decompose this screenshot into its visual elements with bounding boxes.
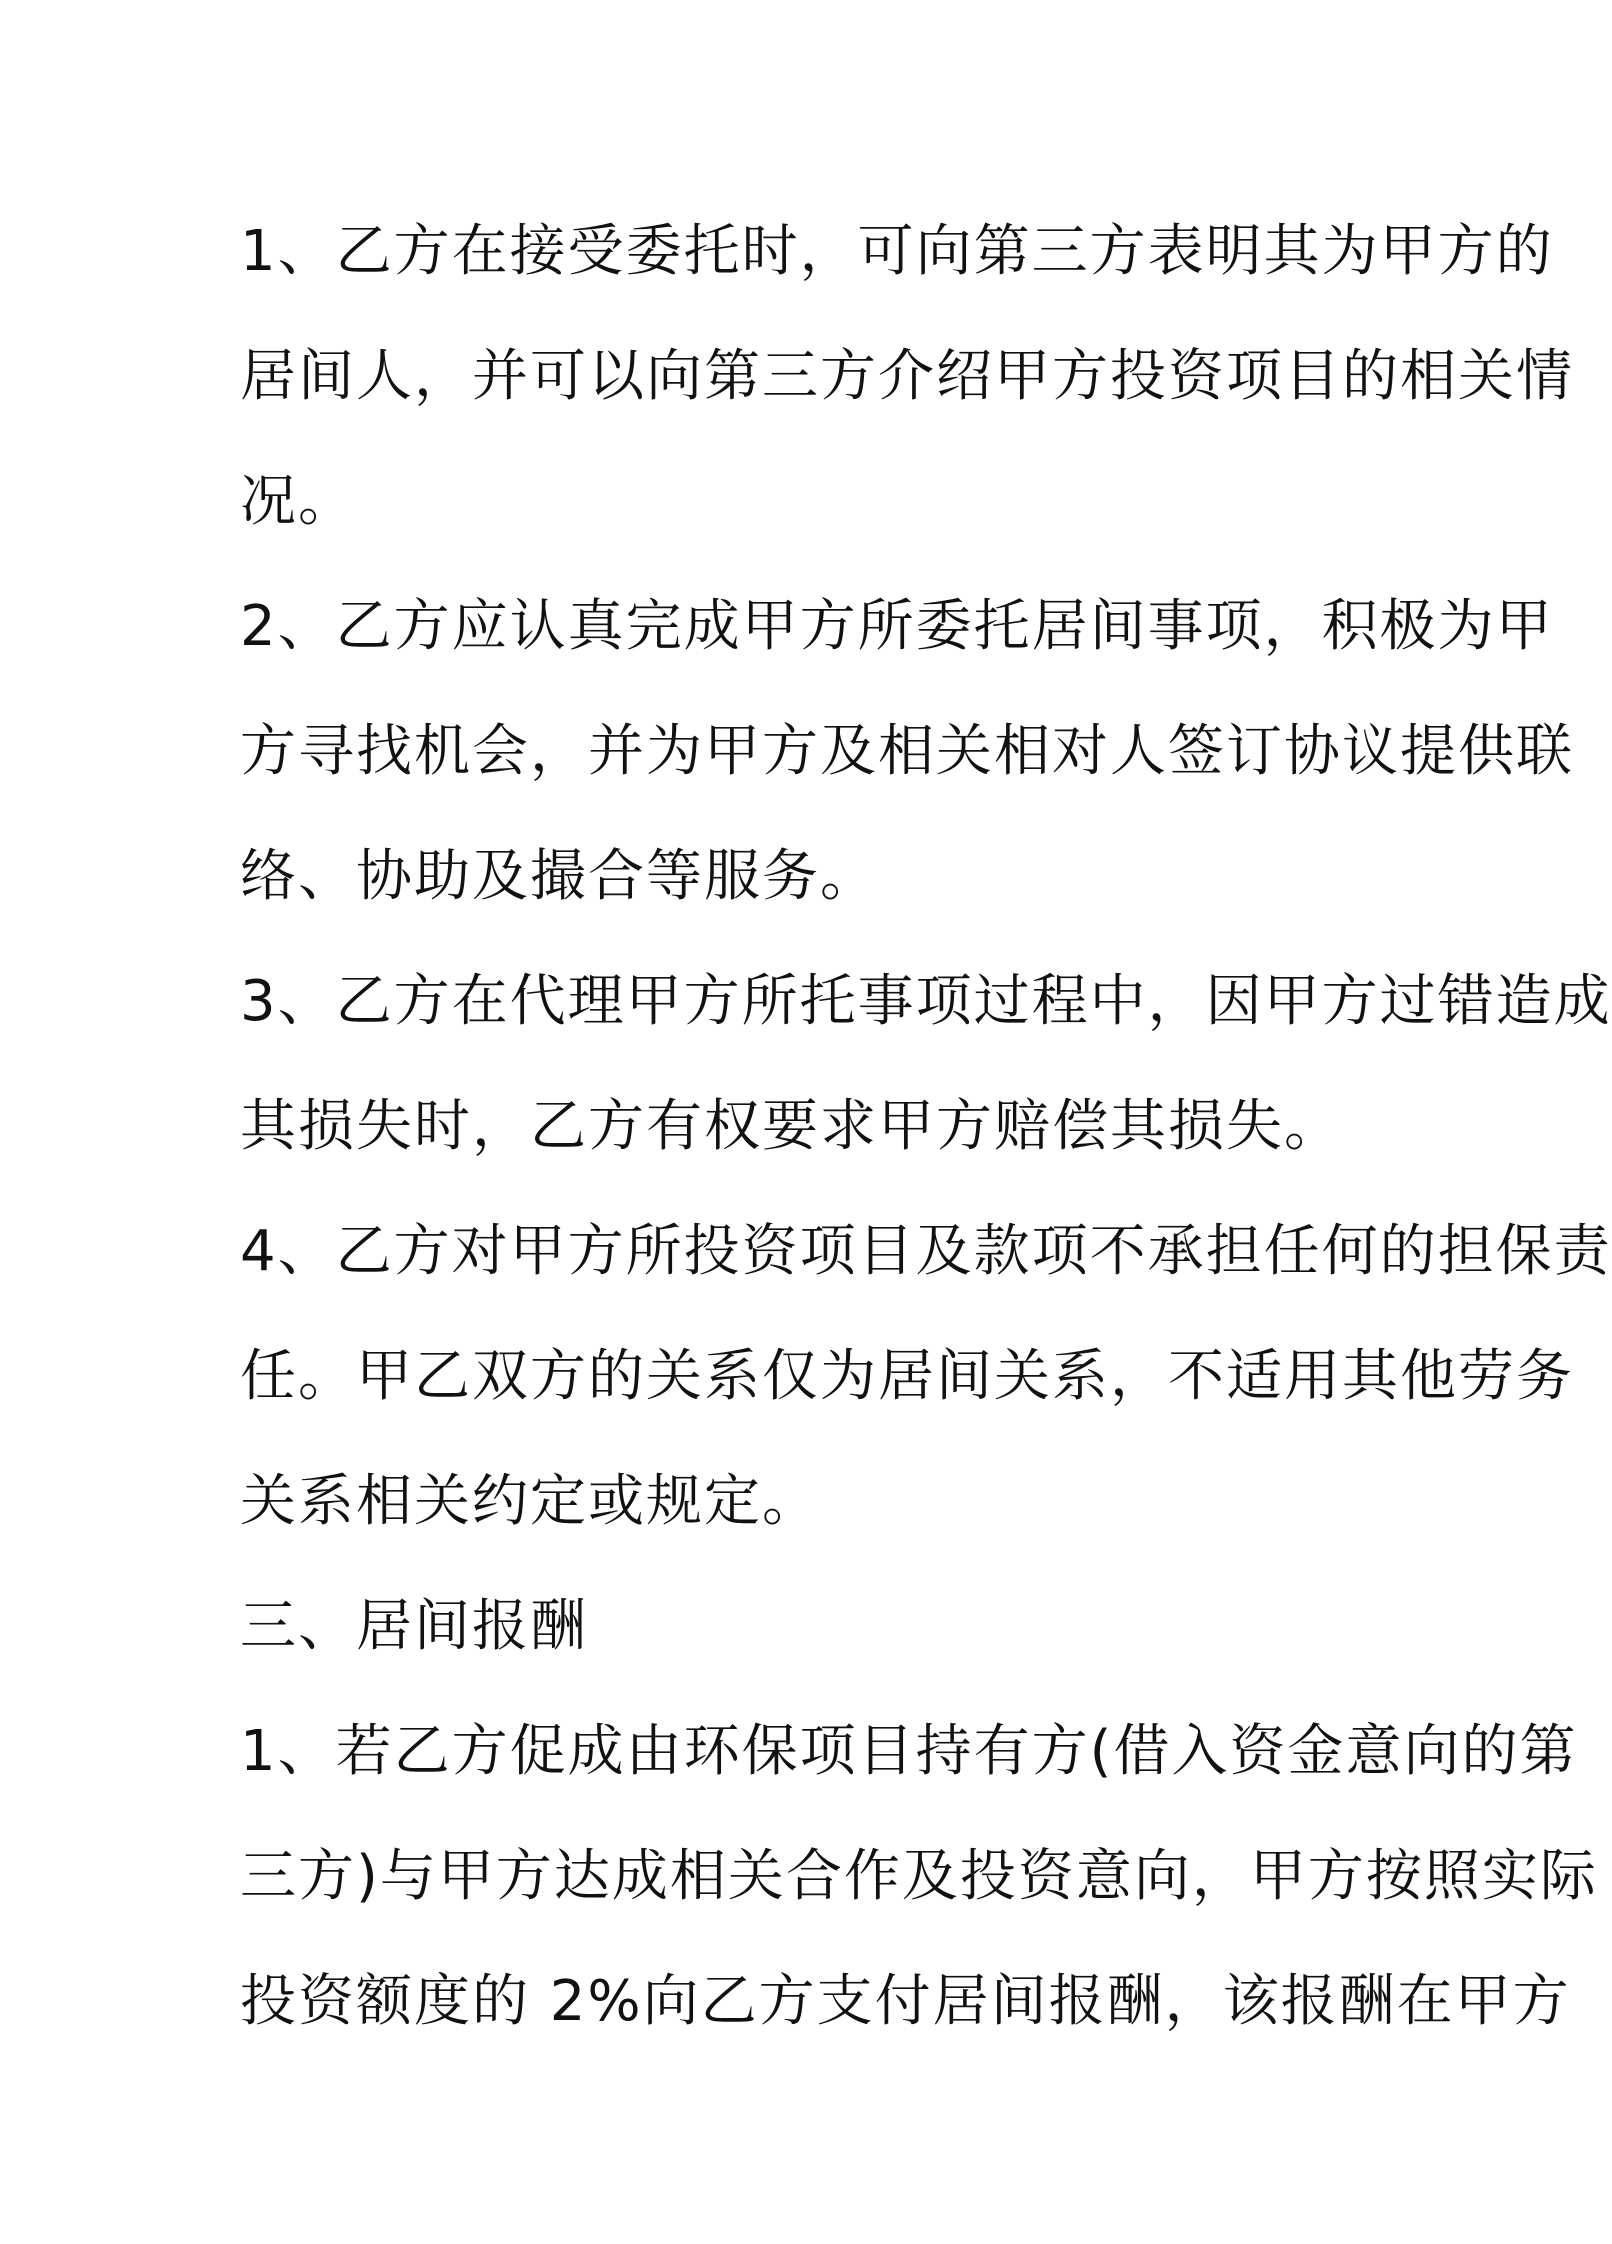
text-line: 其损失时，乙方有权要求甲方赔偿其损失。 (240, 1094, 1342, 1159)
text-line: 1、若乙方促成由环保项目持有方(借入资金意向的第 (240, 1719, 1578, 1784)
text-line: 三方)与甲方达成相关合作及投资意向，甲方按照实际 (240, 1844, 1598, 1909)
text-line: 任。甲乙双方的关系仅为居间关系，不适用其他劳务 (240, 1344, 1574, 1409)
text-line: 3、乙方在代理甲方所托事项过程中，因甲方过错造成 (240, 969, 1612, 1034)
section-heading: 三、居间报酬 (240, 1594, 588, 1659)
text-line: 1、乙方在接受委托时，可向第三方表明其为甲方的 (240, 219, 1554, 284)
text-line: 络、协助及撮合等服务。 (240, 844, 878, 909)
text-line: 投资额度的 2%向乙方支付居间报酬，该报酬在甲方 (240, 1969, 1571, 2034)
text-line: 关系相关约定或规定。 (240, 1469, 820, 1534)
text-line: 居间人，并可以向第三方介绍甲方投资项目的相关情 (240, 344, 1574, 409)
text-line: 况。 (240, 469, 356, 534)
text-line: 2、乙方应认真完成甲方所委托居间事项，积极为甲 (240, 594, 1554, 659)
text-line: 方寻找机会，并为甲方及相关相对人签订协议提供联 (240, 719, 1574, 784)
text-line: 4、乙方对甲方所投资项目及款项不承担任何的担保责 (240, 1219, 1612, 1284)
